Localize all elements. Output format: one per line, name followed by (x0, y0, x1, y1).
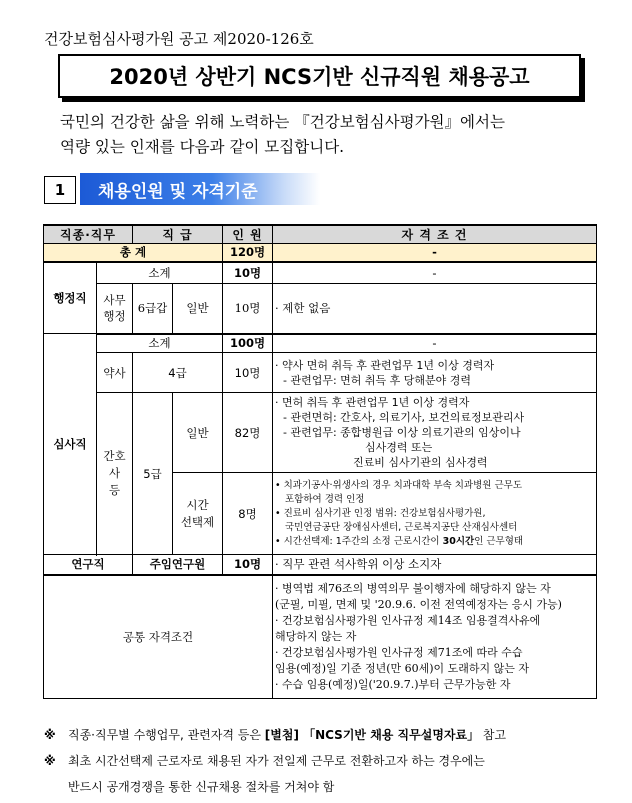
note-2b: 반드시 공개경쟁을 통한 신규채용 절차를 거쳐야 함 (68, 780, 335, 794)
footnote-2-cont (44, 774, 506, 800)
review-subtotal-row (44, 334, 597, 353)
page-title: 2020년 상반기 NCS기반 신규직원 채용공고 (58, 54, 581, 98)
pharm-qual (273, 353, 597, 393)
pharm-qual-1: · 약사 면허 취득 후 관련업무 1년 이상 경력자 (275, 358, 495, 372)
total-qual: - (273, 244, 597, 262)
research-qual: · 직무 관련 석사학위 이상 소지자 (273, 555, 597, 575)
common-qual-3b: 임용(예정)일 기준 정년(만 60세)이 도래하지 않는 자 (275, 661, 530, 675)
intro-line-2: 역량 있는 인재를 다음과 같이 모집합니다. (60, 138, 345, 156)
general-qual-2: - 관련면허: 간호사, 의료기사, 보건의료정보관리사 (283, 411, 525, 424)
pharm-grade: 4급 (133, 353, 223, 393)
pharm-duty: 약사 (97, 353, 133, 393)
pt-qual-2: • 진료비 심사기관 인정 범위: 건강보험심사평가원, (275, 507, 486, 519)
pt-qual-3a: • 시간선택제: 1주간의 소정 근로시간이 (275, 535, 443, 547)
header-grade: 직 급 (133, 225, 223, 244)
admin-grade: 6급갑 (133, 284, 173, 334)
parttime-count: 8명 (223, 473, 273, 555)
general-count: 82명 (223, 393, 273, 473)
admin-type: 일반 (173, 284, 223, 334)
general-qual-5: 진료비 심사기관의 심사경력 (353, 456, 488, 469)
common-qual-3: · 건강보험심사평가원 인사규정 제71조에 따라 수습 (275, 645, 523, 659)
general-qual-3: - 관련업무: 종합병원급 이상 의료기관의 임상이나 (283, 426, 521, 439)
admin-job: 행정직 (44, 262, 97, 334)
footnote-1 (44, 722, 506, 748)
admin-count: 10명 (223, 284, 273, 334)
parttime-type: 시간 선택제 (173, 473, 223, 555)
common-qual-1: · 병역법 제76조의 병역의무 불이행자에 해당하지 않는 자 (275, 581, 551, 595)
admin-subtotal-label: 소계 (97, 262, 223, 284)
pharm-row (44, 353, 597, 393)
footnotes (44, 722, 506, 800)
note-1a: 직종·직무별 수행업무, 관련자격 등은 (68, 728, 265, 742)
general-qual (273, 393, 597, 473)
common-qual (273, 575, 597, 699)
research-count: 10명 (223, 555, 273, 575)
nurse-duty: 간호사 등 (97, 393, 133, 555)
total-row (44, 244, 597, 262)
pharm-qual-2: - 관련업무: 면허 취득 후 당해분야 경력 (283, 373, 472, 387)
admin-subtotal-count: 10명 (223, 262, 273, 284)
common-qual-2b: 해당하지 않는 자 (275, 629, 357, 643)
common-label: 공통 자격조건 (44, 575, 273, 699)
header-job: 직종·직무 (44, 225, 133, 244)
research-row (44, 555, 597, 575)
review-subtotal-count: 100명 (223, 334, 273, 353)
header-count: 인 원 (223, 225, 273, 244)
general-qual-4: 심사경력 또는 (365, 441, 433, 454)
common-qual-4: · 수습 임용(예정)일('20.9.7.)부터 근무가능한 자 (275, 677, 511, 691)
pt-qual-1: • 치과기공사·위생사의 경우 치과대학 부속 치과병원 근무도 (275, 479, 522, 491)
general-qual-1: · 면허 취득 후 관련업무 1년 이상 경력자 (275, 396, 470, 409)
admin-duty: 사무 행정 (97, 284, 133, 334)
recruitment-table (43, 224, 597, 699)
review-subtotal-label: 소계 (97, 334, 223, 353)
parttime-qual (273, 473, 597, 555)
admin-subtotal-row (44, 262, 597, 284)
research-job: 연구직 (44, 555, 133, 575)
research-grade: 주임연구원 (133, 555, 223, 575)
pharm-count: 10명 (223, 353, 273, 393)
pt-qual-3b: 30시간 (442, 535, 475, 547)
notice-number: 건강보험심사평가원 공고 제2020-126호 (44, 30, 314, 48)
note-mark-1: ※ (44, 728, 56, 742)
table-header-row (44, 225, 597, 244)
pt-qual-3 (275, 535, 594, 549)
footnote-2 (44, 748, 506, 774)
total-count: 120명 (223, 244, 273, 262)
review-subtotal-qual: - (273, 334, 597, 353)
general-type: 일반 (173, 393, 223, 473)
intro-line-1: 국민의 건강한 삶을 위해 노력하는 『건강보험심사평가원』에서는 (60, 113, 505, 131)
general-row (44, 393, 597, 473)
common-qual-1b: (군필, 미필, 면제 및 '20.9.6. 이전 전역예정자는 응시 가능) (275, 597, 562, 611)
pt-qual-2b: 국민연금공단 장애심사센터, 근로복지공단 산재심사센터 (285, 521, 518, 533)
pt-qual-1b: 포함하여 경력 인정 (285, 493, 365, 505)
note-1c: 참고 (479, 728, 507, 742)
pt-qual-3c: 인 근무형태 (474, 535, 524, 547)
total-label: 총 계 (44, 244, 223, 262)
nurse-grade: 5급 (133, 393, 173, 555)
admin-qual: · 제한 없음 (273, 284, 597, 334)
intro-text (60, 110, 505, 160)
review-job: 심사직 (44, 334, 97, 555)
header-qual: 자 격 조 건 (273, 225, 597, 244)
note-1b: [별첨] 「NCS기반 채용 직무설명자료」 (264, 728, 480, 742)
section-title: 채용인원 및 자격기준 (80, 173, 320, 205)
section-number: 1 (44, 176, 76, 204)
common-qual-2: · 건강보험심사평가원 인사규정 제14조 임용결격사유에 (275, 613, 541, 627)
note-mark-2: ※ (44, 754, 56, 768)
common-row (44, 575, 597, 699)
note-2a: 최초 시간선택제 근로자로 채용된 자가 전일제 근무로 전환하고자 하는 경우에는 (68, 754, 485, 768)
admin-subtotal-qual: - (273, 262, 597, 284)
admin-row (44, 284, 597, 334)
